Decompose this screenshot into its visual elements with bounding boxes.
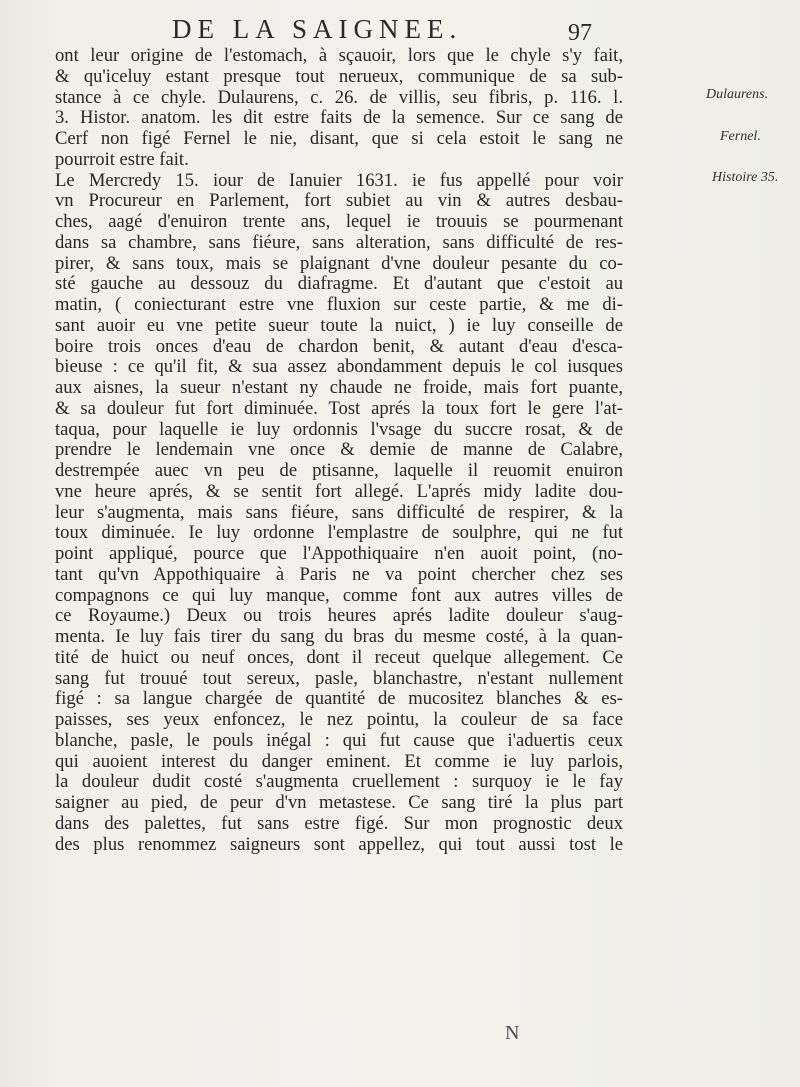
running-title: DE LA SAIGNEE. xyxy=(172,14,463,44)
text-line: aux aisnes, la sueur n'estant ny chaude ne froide, mais fort puante, xyxy=(55,378,623,398)
text-line: sté gauche au dessouz du diafragme. Et d'autant que c'estoit au xyxy=(55,274,623,295)
text-line: la douleur dudit costé s'augmenta cruellement : surquoy ie le fay xyxy=(55,772,623,793)
text-line: saigner au pied, de peur d'vn metastese. Ce sang tiré la plus part xyxy=(55,793,623,813)
text-line: destrempée auec vn peu de ptisanne, laquelle il reuomit enuiron xyxy=(55,461,623,481)
text-line: dans sa chambre, sans fiéure, sans alteration, sans difficulté de res- xyxy=(55,232,623,253)
text-line: compagnons ce qui luy manque, comme font aux autres villes de xyxy=(55,585,623,606)
text-line: stance à ce chyle. Dulaurens, c. 26. de villis, seu fibris, p. 116. l. xyxy=(55,87,623,108)
text-line: blanche, pasle, le pouls inégal : qui fut cause que i'aduertis ceux xyxy=(55,730,623,751)
text-line: des plus renommez saigneurs sont appellez, qui tout aussi tost le xyxy=(55,834,623,855)
text-line: qui auoient interest du danger eminent. Et comme ie luy parlois, xyxy=(55,751,623,772)
text-line: tité de huict ou neuf onces, dont il receut quelque allegement. Ce xyxy=(55,647,623,668)
margin-note-histoire: Histoire 35. xyxy=(712,170,779,185)
text-line: pirer, & sans toux, mais se plaignant d'vne douleur pesante du co- xyxy=(55,253,623,274)
text-line: figé : sa langue chargée de quantité de mucositez blanches & es- xyxy=(55,689,623,710)
signature-mark: N xyxy=(505,1022,522,1044)
margin-note-fernel: Fernel. xyxy=(720,129,761,144)
text-line: & qu'iceluy estant presque tout nerueux, communique de sa sub- xyxy=(55,66,623,87)
text-line: ches, aagé d'enuiron trente ans, lequel ie trouuis se pourmenant xyxy=(55,212,623,232)
text-line: leur s'augmenta, mais sans fiéure, sans difficulté de respirer, & la xyxy=(55,502,623,523)
text-line: prendre le lendemain vne once & demie de manne de Calabre, xyxy=(55,440,623,461)
text-line: toux diminuée. Ie luy ordonne l'emplastre de soulphre, qui ne fut xyxy=(55,523,623,544)
text-line: 3. Histor. anatom. les dit estre faits de la semence. Sur ce sang de xyxy=(55,108,623,129)
text-line: sang fut trouué tout sereux, pasle, blanchastre, n'estant nullement xyxy=(55,668,623,689)
text-line: ce Royaume.) Deux ou trois heures aprés ladite douleur s'aug- xyxy=(55,606,623,627)
text-line: Le Mercredy 15. iour de Ianuier 1631. ie fus appellé pour voir xyxy=(55,170,623,191)
text-line: bieuse : ce qu'il fit, & sua assez abondamment depuis le col iusques xyxy=(55,357,623,378)
page-number: 97 xyxy=(568,20,592,46)
text-line: taqua, pour laquelle ie luy ordonnis l'vsage du succre rosat, & de xyxy=(55,419,623,440)
text-line: vne heure aprés, & se sentit fort allegé. L'aprés midy ladite dou- xyxy=(55,481,623,502)
text-line: pourroit estre fait. xyxy=(55,149,189,170)
text-line: vn Procureur en Parlement, fort subiet au vin & autres desbau- xyxy=(55,191,623,212)
margin-note-dulaurens: Dulaurens. xyxy=(706,87,769,102)
text-line: dans des palettes, fut sans estre figé. Sur mon prognostic deux xyxy=(55,813,623,834)
text-line: menta. Ie luy fais tirer du sang du bras du mesme costé, à la quan- xyxy=(55,627,623,647)
text-line: boire trois onces d'eau de chardon benit, & autant d'eau d'esca- xyxy=(55,336,623,357)
text-line: Cerf non figé Fernel le nie, disant, que si cela estoit le sang ne xyxy=(55,129,623,149)
text-line: sant auoir eu vne petite sueur toute la nuict, ) ie luy conseille de xyxy=(55,315,623,336)
text-line: paisses, ses yeux enfoncez, le nez pointu, la couleur de sa face xyxy=(55,710,623,730)
text-line: matin, ( coniecturant estre vne fluxion sur ceste partie, & me di- xyxy=(55,295,623,315)
text-line: & sa douleur fut fort diminuée. Tost aprés la toux fort le gere l'at- xyxy=(55,398,623,419)
body-text xyxy=(55,46,623,855)
page-header xyxy=(172,14,592,50)
text-line: ont leur origine de l'estomach, à sçauoir, lors que le chyle s'y fait, xyxy=(55,46,623,66)
text-line: point appliqué, pource que l'Appothiquaire n'en auoit point, (no- xyxy=(55,544,623,564)
text-line: tant qu'vn Appothiquaire à Paris ne va point chercher chez ses xyxy=(55,564,623,585)
